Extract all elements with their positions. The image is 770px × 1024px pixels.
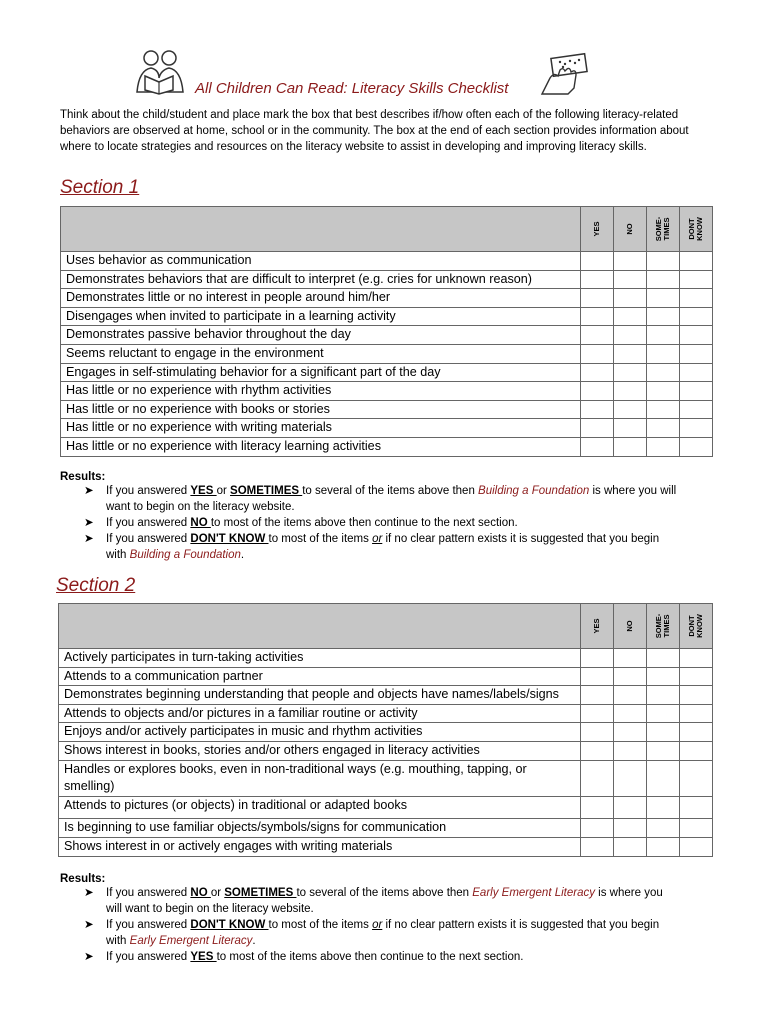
dont-know-checkbox[interactable] — [680, 796, 713, 819]
no-checkbox[interactable] — [614, 760, 647, 796]
section-2-results — [60, 873, 680, 965]
no-checkbox[interactable] — [614, 837, 647, 856]
page-title: All Children Can Read: Literacy Skills Checklist — [195, 80, 509, 97]
sometimes-checkbox[interactable] — [647, 437, 680, 456]
item-label: Shows interest in books, stories and/or others engaged in literacy activities — [59, 741, 581, 760]
no-checkbox[interactable] — [614, 437, 647, 456]
yes-checkbox[interactable] — [581, 307, 614, 326]
sometimes-checkbox[interactable] — [647, 760, 680, 796]
sometimes-checkbox[interactable] — [647, 796, 680, 819]
sometimes-checkbox[interactable] — [647, 326, 680, 345]
column-dont-know — [680, 207, 713, 252]
result-text: If you answered — [106, 887, 191, 899]
sometimes-checkbox[interactable] — [647, 382, 680, 401]
header-blank-cell — [59, 604, 581, 649]
answer-no: NO — [190, 517, 211, 529]
dont-know-checkbox[interactable] — [680, 704, 713, 723]
dont-know-checkbox[interactable] — [680, 363, 713, 382]
results-list — [84, 483, 680, 563]
yes-checkbox[interactable] — [581, 649, 614, 668]
yes-checkbox[interactable] — [581, 419, 614, 438]
no-checkbox[interactable] — [614, 289, 647, 308]
no-checkbox[interactable] — [614, 307, 647, 326]
table-row — [61, 307, 713, 326]
no-checkbox[interactable] — [614, 326, 647, 345]
reading-children-icon — [131, 48, 187, 98]
result-text: is where you will want to begin on the literacy website. — [106, 485, 677, 513]
braille-reading-hand-icon — [538, 52, 590, 96]
sometimes-checkbox[interactable] — [647, 344, 680, 363]
building-a-foundation-reference: Building a Foundation — [129, 549, 241, 561]
no-checkbox[interactable] — [614, 400, 647, 419]
sometimes-checkbox[interactable] — [647, 289, 680, 308]
dont-know-checkbox[interactable] — [680, 326, 713, 345]
building-a-foundation-reference: Building a Foundation — [478, 485, 590, 497]
item-label: Has little or no experience with rhythm activities — [61, 382, 581, 401]
item-label: Seems reluctant to engage in the environment — [61, 344, 581, 363]
table-row — [61, 270, 713, 289]
arrow-bullet-icon: ➤ — [84, 517, 94, 529]
table-row — [61, 419, 713, 438]
yes-checkbox[interactable] — [581, 363, 614, 382]
item-label: Has little or no experience with literacy learning activities — [61, 437, 581, 456]
table-row — [59, 837, 713, 856]
column-label: DONT KNOW — [687, 217, 704, 241]
arrow-bullet-icon: ➤ — [84, 951, 94, 963]
result-text: or — [216, 485, 231, 497]
table-row — [59, 667, 713, 686]
item-label: Uses behavior as communication — [61, 252, 581, 271]
answer-dont-know: DON'T KNOW — [190, 919, 269, 931]
yes-checkbox[interactable] — [581, 686, 614, 705]
column-label: NO — [625, 223, 634, 235]
dont-know-checkbox[interactable] — [680, 289, 713, 308]
yes-checkbox[interactable] — [581, 796, 614, 819]
table-row — [59, 796, 713, 819]
column-yes — [581, 604, 614, 649]
result-text: if no clear pattern exists it is suggested that you begin with — [106, 919, 660, 947]
item-label: Engages in self-stimulating behavior for a significant part of the day — [61, 363, 581, 382]
item-label: Demonstrates little or no interest in people around him/her — [61, 289, 581, 308]
column-sometimes — [647, 604, 680, 649]
yes-checkbox[interactable] — [581, 723, 614, 742]
or-text: or — [372, 919, 383, 931]
no-checkbox[interactable] — [614, 723, 647, 742]
sometimes-checkbox[interactable] — [647, 667, 680, 686]
column-label: YES — [592, 221, 601, 237]
result-item — [84, 949, 680, 965]
results-label: Results: — [60, 471, 106, 483]
result-item — [84, 483, 680, 515]
result-text: If you answered — [106, 919, 191, 931]
dont-know-checkbox[interactable] — [680, 437, 713, 456]
result-text: If you answered — [106, 485, 191, 497]
result-text: to several of the items above then — [302, 485, 479, 497]
no-checkbox[interactable] — [614, 419, 647, 438]
dont-know-checkbox[interactable] — [680, 667, 713, 686]
column-label: SOME- TIMES — [654, 216, 671, 242]
sometimes-checkbox[interactable] — [647, 270, 680, 289]
column-yes — [581, 207, 614, 252]
result-text: If you answered — [106, 951, 191, 963]
yes-checkbox[interactable] — [581, 741, 614, 760]
header-blank-cell — [61, 207, 581, 252]
column-no — [614, 207, 647, 252]
item-label: Attends to objects and/or pictures in a familiar routine or activity — [59, 704, 581, 723]
no-checkbox[interactable] — [614, 270, 647, 289]
table-row — [61, 326, 713, 345]
result-text: to most of the items — [268, 919, 373, 931]
yes-checkbox[interactable] — [581, 819, 614, 838]
item-label: Enjoys and/or actively participates in music and rhythm activities — [59, 723, 581, 742]
result-text: to most of the items — [268, 533, 373, 545]
table-row — [61, 289, 713, 308]
arrow-bullet-icon: ➤ — [84, 887, 94, 899]
yes-checkbox[interactable] — [581, 326, 614, 345]
section-1-table — [60, 206, 713, 457]
item-label: Is beginning to use familiar objects/symbols/signs for communication — [59, 819, 581, 838]
sometimes-checkbox[interactable] — [647, 363, 680, 382]
table-row — [61, 437, 713, 456]
result-text: to several of the items above then — [296, 887, 473, 899]
column-label: YES — [592, 618, 601, 634]
result-text: or — [210, 887, 225, 899]
result-text: If you answered — [106, 517, 191, 529]
result-text: is where you will want to begin on the literacy website. — [106, 887, 663, 915]
yes-checkbox[interactable] — [581, 837, 614, 856]
section-1-header-row — [61, 207, 713, 252]
results-list — [84, 885, 680, 965]
answer-dont-know: DON'T KNOW — [190, 533, 269, 545]
no-checkbox[interactable] — [614, 382, 647, 401]
yes-checkbox[interactable] — [581, 704, 614, 723]
result-item — [84, 515, 680, 531]
dont-know-checkbox[interactable] — [680, 686, 713, 705]
result-item — [84, 917, 680, 949]
answer-sometimes: SOMETIMES — [224, 887, 297, 899]
table-row — [61, 382, 713, 401]
result-text: if no clear pattern exists it is suggested that you begin with — [106, 533, 660, 561]
or-text: or — [372, 533, 383, 545]
result-text: . — [240, 549, 245, 561]
table-row — [59, 704, 713, 723]
dont-know-checkbox[interactable] — [680, 723, 713, 742]
dont-know-checkbox[interactable] — [680, 382, 713, 401]
table-row — [59, 741, 713, 760]
table-row — [59, 686, 713, 705]
result-item — [84, 885, 680, 917]
column-label: DONT KNOW — [687, 614, 704, 638]
dont-know-checkbox[interactable] — [680, 252, 713, 271]
yes-checkbox[interactable] — [581, 667, 614, 686]
table-row — [59, 819, 713, 838]
result-text: to most of the items above then continue to the next section. — [216, 951, 524, 963]
no-checkbox[interactable] — [614, 819, 647, 838]
item-label: Attends to a communication partner — [59, 667, 581, 686]
dont-know-checkbox[interactable] — [680, 344, 713, 363]
column-label: SOME- TIMES — [654, 613, 671, 639]
column-sometimes — [647, 207, 680, 252]
column-no — [614, 604, 647, 649]
table-row — [61, 252, 713, 271]
yes-checkbox[interactable] — [581, 270, 614, 289]
dont-know-checkbox[interactable] — [680, 760, 713, 796]
no-checkbox[interactable] — [614, 686, 647, 705]
no-checkbox[interactable] — [614, 649, 647, 668]
item-label: Has little or no experience with books or stories — [61, 400, 581, 419]
section-2-table — [58, 603, 713, 857]
yes-checkbox[interactable] — [581, 382, 614, 401]
section-1-heading: Section 1 — [60, 177, 140, 198]
result-text: . — [252, 935, 256, 947]
yes-checkbox[interactable] — [581, 344, 614, 363]
table-row — [61, 400, 713, 419]
sometimes-checkbox[interactable] — [647, 686, 680, 705]
yes-checkbox[interactable] — [581, 437, 614, 456]
result-text: to most of the items above then continue to the next section. — [210, 517, 518, 529]
intro-text: Think about the child/student and place mark the box that best describes if/how often each of the following literacy-related behaviors are observed at home, school or in the community. The box at the end of each section provides information about where to locate strategies and resources on the literacy website to assist in developing and improving literacy skills. — [60, 109, 689, 153]
answer-no: NO — [190, 887, 211, 899]
item-label: Demonstrates behaviors that are difficult to interpret (e.g. cries for unknown reason) — [61, 270, 581, 289]
no-checkbox[interactable] — [614, 252, 647, 271]
section-1-results — [60, 471, 680, 563]
result-item — [84, 531, 680, 563]
no-checkbox[interactable] — [614, 363, 647, 382]
sometimes-checkbox[interactable] — [647, 649, 680, 668]
dont-know-checkbox[interactable] — [680, 400, 713, 419]
yes-checkbox[interactable] — [581, 252, 614, 271]
dont-know-checkbox[interactable] — [680, 419, 713, 438]
sometimes-checkbox[interactable] — [647, 252, 680, 271]
table-row — [61, 344, 713, 363]
column-label: NO — [625, 620, 634, 632]
table-row — [59, 649, 713, 668]
sometimes-checkbox[interactable] — [647, 704, 680, 723]
early-emergent-literacy-reference: Early Emergent Literacy — [129, 935, 253, 947]
column-dont-know — [680, 604, 713, 649]
sometimes-checkbox[interactable] — [647, 400, 680, 419]
item-label: Handles or explores books, even in non-traditional ways (e.g. mouthing, tapping, or smelling) — [59, 760, 581, 796]
arrow-bullet-icon: ➤ — [84, 485, 94, 497]
sometimes-checkbox[interactable] — [647, 307, 680, 326]
item-label: Attends to pictures (or objects) in traditional or adapted books — [59, 796, 581, 819]
dont-know-checkbox[interactable] — [680, 837, 713, 856]
item-label: Demonstrates passive behavior throughout the day — [61, 326, 581, 345]
sometimes-checkbox[interactable] — [647, 741, 680, 760]
table-row — [59, 760, 713, 796]
table-row — [61, 363, 713, 382]
yes-checkbox[interactable] — [581, 760, 614, 796]
item-label: Actively participates in turn-taking activities — [59, 649, 581, 668]
sometimes-checkbox[interactable] — [647, 723, 680, 742]
results-label: Results: — [60, 873, 106, 885]
early-emergent-literacy-reference: Early Emergent Literacy — [472, 887, 595, 899]
dont-know-checkbox[interactable] — [680, 649, 713, 668]
dont-know-checkbox[interactable] — [680, 307, 713, 326]
sometimes-checkbox[interactable] — [647, 419, 680, 438]
arrow-bullet-icon: ➤ — [84, 919, 94, 931]
result-text: If you answered — [106, 533, 191, 545]
sometimes-checkbox[interactable] — [647, 837, 680, 856]
no-checkbox[interactable] — [614, 667, 647, 686]
no-checkbox[interactable] — [614, 344, 647, 363]
dont-know-checkbox[interactable] — [680, 270, 713, 289]
item-label: Demonstrates beginning understanding that people and objects have names/labels/signs — [59, 686, 581, 705]
answer-yes: YES — [190, 951, 217, 963]
section-2-heading: Section 2 — [56, 575, 136, 596]
answer-yes: YES — [190, 485, 217, 497]
item-label: Disengages when invited to participate in a learning activity — [61, 307, 581, 326]
table-row — [59, 723, 713, 742]
item-label: Has little or no experience with writing materials — [61, 419, 581, 438]
no-checkbox[interactable] — [614, 796, 647, 819]
sometimes-checkbox[interactable] — [647, 819, 680, 838]
no-checkbox[interactable] — [614, 704, 647, 723]
yes-checkbox[interactable] — [581, 400, 614, 419]
dont-know-checkbox[interactable] — [680, 819, 713, 838]
no-checkbox[interactable] — [614, 741, 647, 760]
arrow-bullet-icon: ➤ — [84, 533, 94, 545]
answer-sometimes: SOMETIMES — [230, 485, 303, 497]
dont-know-checkbox[interactable] — [680, 741, 713, 760]
yes-checkbox[interactable] — [581, 289, 614, 308]
item-label: Shows interest in or actively engages with writing materials — [59, 837, 581, 856]
section-2-header-row — [59, 604, 713, 649]
